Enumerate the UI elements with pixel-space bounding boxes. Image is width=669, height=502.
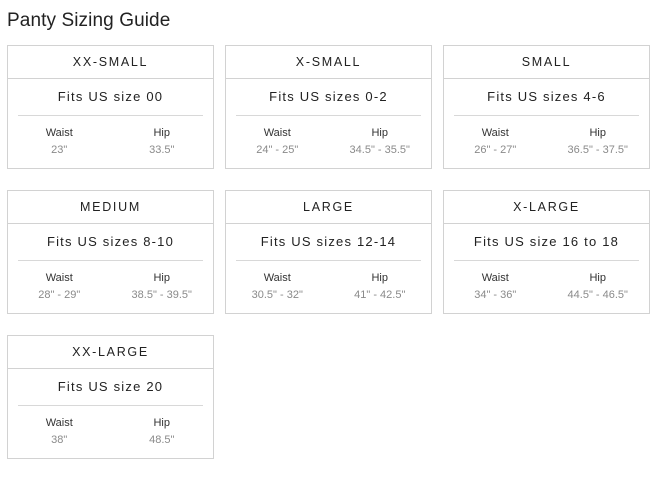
hip-measure bbox=[111, 126, 214, 157]
hip-value: 33.5" bbox=[149, 144, 175, 156]
hip-label: Hip bbox=[589, 127, 606, 139]
size-name: XX-LARGE bbox=[8, 336, 213, 369]
waist-label: Waist bbox=[45, 272, 73, 284]
hip-measure bbox=[329, 126, 432, 157]
waist-label: Waist bbox=[45, 417, 73, 429]
waist-measure bbox=[226, 126, 329, 157]
waist-measure bbox=[444, 271, 547, 302]
size-name: LARGE bbox=[226, 191, 431, 224]
measurements bbox=[444, 261, 649, 302]
hip-label: Hip bbox=[153, 417, 170, 429]
size-grid bbox=[7, 45, 651, 459]
measurements bbox=[8, 116, 213, 157]
waist-value: 24" - 25" bbox=[256, 144, 299, 156]
size-card-small bbox=[443, 45, 650, 169]
waist-value: 30.5" - 32" bbox=[251, 289, 303, 301]
waist-label: Waist bbox=[481, 272, 509, 284]
size-fits: Fits US sizes 4-6 bbox=[487, 89, 606, 104]
hip-value: 44.5" - 46.5" bbox=[567, 289, 628, 301]
waist-value: 34" - 36" bbox=[474, 289, 517, 301]
waist-value: 26" - 27" bbox=[474, 144, 517, 156]
measurements bbox=[8, 406, 213, 447]
size-name: X-LARGE bbox=[444, 191, 649, 224]
hip-measure bbox=[547, 126, 650, 157]
waist-value: 23" bbox=[51, 144, 68, 156]
hip-value: 38.5" - 39.5" bbox=[131, 289, 192, 301]
waist-label: Waist bbox=[481, 127, 509, 139]
hip-value: 36.5" - 37.5" bbox=[567, 144, 628, 156]
size-card-large bbox=[225, 190, 432, 314]
page-title: Panty Sizing Guide bbox=[7, 10, 171, 31]
hip-measure bbox=[111, 416, 214, 447]
size-name: SMALL bbox=[444, 46, 649, 79]
waist-measure bbox=[8, 416, 111, 447]
hip-label: Hip bbox=[589, 272, 606, 284]
waist-label: Waist bbox=[263, 272, 291, 284]
waist-measure bbox=[8, 126, 111, 157]
size-fits: Fits US size 16 to 18 bbox=[473, 234, 620, 249]
hip-value: 48.5" bbox=[149, 434, 175, 446]
hip-measure bbox=[329, 271, 432, 302]
size-name: XX-SMALL bbox=[8, 46, 213, 79]
hip-measure bbox=[111, 271, 214, 302]
measurements bbox=[444, 116, 649, 157]
waist-label: Waist bbox=[263, 127, 291, 139]
measurements bbox=[8, 261, 213, 302]
size-card-xx-large bbox=[7, 335, 214, 459]
hip-value: 34.5" - 35.5" bbox=[349, 144, 410, 156]
size-fits: Fits US sizes 12-14 bbox=[260, 234, 397, 249]
waist-value: 38" bbox=[51, 434, 68, 446]
size-name: MEDIUM bbox=[8, 191, 213, 224]
hip-label: Hip bbox=[153, 272, 170, 284]
hip-label: Hip bbox=[371, 127, 388, 139]
hip-value: 41" - 42.5" bbox=[354, 289, 406, 301]
measurements bbox=[226, 261, 431, 302]
size-fits: Fits US size 00 bbox=[57, 89, 164, 104]
waist-measure bbox=[444, 126, 547, 157]
size-card-x-small bbox=[225, 45, 432, 169]
size-card-x-large bbox=[443, 190, 650, 314]
size-card-xx-small bbox=[7, 45, 214, 169]
size-name: X-SMALL bbox=[226, 46, 431, 79]
hip-measure bbox=[547, 271, 650, 302]
size-fits: Fits US sizes 8-10 bbox=[46, 234, 175, 249]
hip-label: Hip bbox=[153, 127, 170, 139]
waist-label: Waist bbox=[45, 127, 73, 139]
waist-measure bbox=[226, 271, 329, 302]
size-fits: Fits US sizes 0-2 bbox=[269, 89, 388, 104]
size-card-medium bbox=[7, 190, 214, 314]
size-fits: Fits US size 20 bbox=[57, 379, 164, 394]
hip-label: Hip bbox=[371, 272, 388, 284]
measurements bbox=[226, 116, 431, 157]
waist-measure bbox=[8, 271, 111, 302]
waist-value: 28" - 29" bbox=[38, 289, 81, 301]
